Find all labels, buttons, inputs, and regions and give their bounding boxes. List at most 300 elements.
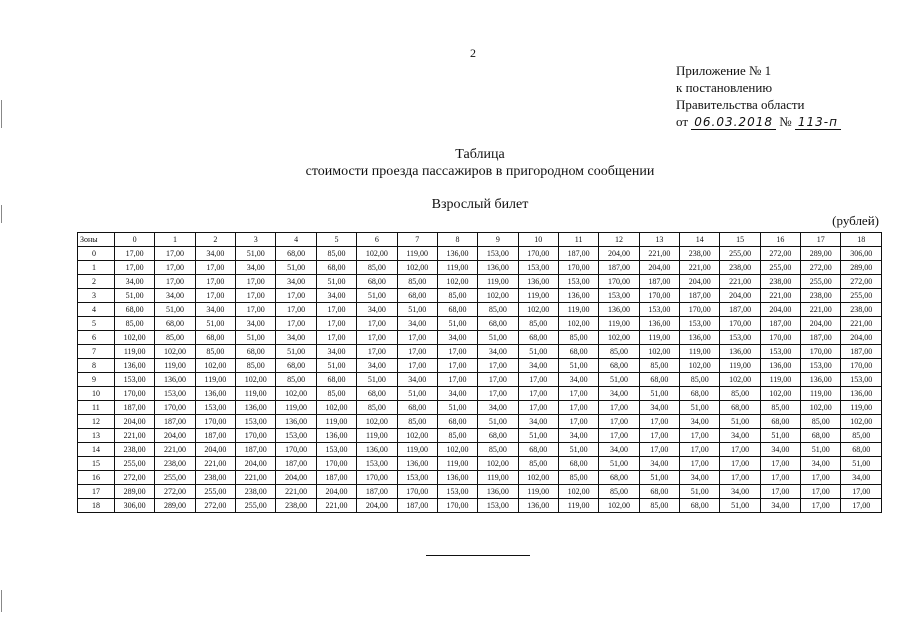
fare-cell: 34,00 [518,415,558,429]
fare-cell: 102,00 [397,429,437,443]
fare-cell: 85,00 [599,345,639,359]
fare-cell: 102,00 [236,373,276,387]
fare-cell: 85,00 [478,303,518,317]
fare-cell: 34,00 [357,303,397,317]
fare-cell: 68,00 [316,261,356,275]
fare-cell: 170,00 [397,485,437,499]
fare-cell: 136,00 [397,457,437,471]
fare-cell: 136,00 [680,331,720,345]
fare-cell: 68,00 [357,387,397,401]
fare-cell: 17,00 [357,345,397,359]
fare-cell: 238,00 [236,485,276,499]
fare-cell: 187,00 [357,485,397,499]
fare-cell: 51,00 [437,317,477,331]
fare-cell: 136,00 [316,429,356,443]
fare-cell: 170,00 [841,359,882,373]
fare-cell: 153,00 [357,457,397,471]
fare-cell: 170,00 [357,471,397,485]
table-row [78,247,882,261]
fare-cell: 187,00 [397,499,437,513]
fare-cell: 221,00 [276,485,316,499]
fare-cell: 170,00 [720,317,760,331]
table-row [78,303,882,317]
fare-cell: 102,00 [599,331,639,345]
fare-cell: 17,00 [276,289,316,303]
fare-cell: 51,00 [316,275,356,289]
table-row [78,499,882,513]
appendix-block [676,62,841,130]
fare-cell: 85,00 [720,387,760,401]
fare-cell: 119,00 [599,317,639,331]
zone-column-header: 9 [478,233,518,247]
fare-cell: 170,00 [316,457,356,471]
fare-cell: 136,00 [801,373,841,387]
table-row [78,401,882,415]
fare-cell: 51,00 [680,401,720,415]
fare-cell: 136,00 [760,359,800,373]
fare-cell: 68,00 [760,415,800,429]
zone-column-header: 11 [558,233,598,247]
fare-cell: 136,00 [841,387,882,401]
ticket-type-subtitle: Взрослый билет [431,197,529,212]
fare-cell: 85,00 [680,373,720,387]
fare-cell: 17,00 [760,457,800,471]
row-zone-label: 3 [78,289,115,303]
fare-cell: 17,00 [437,373,477,387]
fare-cell: 85,00 [155,331,195,345]
table-row [78,275,882,289]
fare-cell: 85,00 [115,317,155,331]
fare-cell: 34,00 [680,471,720,485]
fare-cell: 238,00 [841,303,882,317]
fare-cell: 119,00 [115,345,155,359]
fare-cell: 255,00 [841,289,882,303]
fare-cell: 34,00 [316,345,356,359]
fare-cell: 51,00 [801,443,841,457]
fare-cell: 289,00 [155,499,195,513]
fare-cell: 221,00 [801,303,841,317]
fare-cell: 17,00 [155,275,195,289]
fare-table [77,232,882,513]
fare-cell: 153,00 [518,261,558,275]
fare-cell: 170,00 [276,443,316,457]
fare-cell: 68,00 [599,359,639,373]
fare-cell: 187,00 [720,303,760,317]
fare-cell: 34,00 [478,401,518,415]
fare-cell: 170,00 [236,429,276,443]
fare-cell: 204,00 [801,317,841,331]
fare-cell: 119,00 [397,443,437,457]
appendix-line-3: Правительства области [676,97,805,112]
fare-cell: 289,00 [801,247,841,261]
scan-edge-mark [1,590,2,612]
fare-cell: 17,00 [437,345,477,359]
fare-cell: 238,00 [801,289,841,303]
fare-cell: 34,00 [558,373,598,387]
fare-cell: 17,00 [357,317,397,331]
fare-cell: 17,00 [680,443,720,457]
fare-cell: 85,00 [599,485,639,499]
fare-cell: 17,00 [276,303,316,317]
row-zone-label: 7 [78,345,115,359]
fare-cell: 153,00 [397,471,437,485]
fare-cell: 221,00 [760,289,800,303]
fare-cell: 68,00 [720,401,760,415]
fare-cell: 102,00 [599,499,639,513]
fare-cell: 170,00 [518,247,558,261]
fare-cell: 51,00 [639,387,679,401]
row-zone-label: 4 [78,303,115,317]
table-row [78,317,882,331]
fare-cell: 119,00 [195,373,235,387]
appendix-line-4 [676,113,841,130]
fare-cell: 204,00 [115,415,155,429]
fare-cell: 85,00 [841,429,882,443]
fare-cell: 170,00 [599,275,639,289]
fare-cell: 85,00 [316,247,356,261]
fare-table-header-row [78,233,882,247]
fare-cell: 68,00 [558,457,598,471]
fare-cell: 119,00 [801,387,841,401]
fare-cell: 17,00 [841,499,882,513]
fare-cell: 17,00 [558,415,598,429]
fare-cell: 34,00 [195,247,235,261]
fare-cell: 119,00 [639,331,679,345]
fare-cell: 17,00 [276,317,316,331]
zone-column-header: 3 [236,233,276,247]
appendix-date-prefix: от [676,114,689,129]
fare-cell: 51,00 [518,345,558,359]
table-row [78,485,882,499]
fare-cell: 153,00 [478,499,518,513]
fare-cell: 306,00 [115,499,155,513]
fare-cell: 221,00 [720,275,760,289]
appendix-number-sign: № [779,114,792,129]
fare-cell: 68,00 [276,247,316,261]
fare-cell: 85,00 [558,471,598,485]
fare-cell: 170,00 [195,415,235,429]
zone-column-header: 0 [115,233,155,247]
row-zone-label: 14 [78,443,115,457]
fare-cell: 153,00 [841,373,882,387]
fare-cell: 187,00 [276,457,316,471]
fare-cell: 136,00 [276,415,316,429]
fare-cell: 255,00 [115,457,155,471]
fare-cell: 34,00 [195,303,235,317]
fare-cell: 204,00 [841,331,882,345]
fare-cell: 136,00 [599,303,639,317]
fare-cell: 102,00 [760,387,800,401]
fare-cell: 153,00 [558,275,598,289]
fare-cell: 153,00 [680,317,720,331]
fare-cell: 85,00 [397,275,437,289]
fare-cell: 85,00 [518,457,558,471]
fare-cell: 34,00 [478,345,518,359]
fare-cell: 119,00 [841,401,882,415]
fare-cell: 34,00 [639,401,679,415]
fare-cell: 17,00 [478,359,518,373]
fare-cell: 17,00 [558,387,598,401]
fare-cell: 272,00 [841,275,882,289]
fare-cell: 85,00 [357,261,397,275]
fare-cell: 187,00 [115,401,155,415]
fare-cell: 119,00 [760,373,800,387]
fare-cell: 17,00 [437,359,477,373]
fare-cell: 68,00 [437,415,477,429]
fare-cell: 102,00 [195,359,235,373]
fare-cell: 119,00 [316,415,356,429]
row-zone-label: 8 [78,359,115,373]
fare-cell: 153,00 [478,247,518,261]
bottom-rule [426,555,530,556]
fare-cell: 170,00 [639,289,679,303]
fare-cell: 34,00 [276,275,316,289]
fare-cell: 238,00 [680,247,720,261]
fare-cell: 204,00 [680,275,720,289]
fare-cell: 17,00 [558,401,598,415]
fare-cell: 187,00 [639,275,679,289]
fare-cell: 34,00 [357,359,397,373]
fare-cell: 17,00 [801,485,841,499]
zone-column-header: 1 [155,233,195,247]
row-zone-label: 17 [78,485,115,499]
zone-column-header: 18 [841,233,882,247]
fare-cell: 34,00 [680,415,720,429]
fare-cell: 204,00 [599,247,639,261]
fare-cell: 34,00 [236,317,276,331]
fare-cell: 68,00 [801,429,841,443]
zone-column-header: 15 [720,233,760,247]
fare-cell: 68,00 [316,373,356,387]
fare-cell: 119,00 [680,345,720,359]
fare-cell: 204,00 [276,471,316,485]
fare-cell: 34,00 [599,387,639,401]
fare-cell: 238,00 [115,443,155,457]
fare-cell: 17,00 [599,401,639,415]
fare-cell: 153,00 [195,401,235,415]
fare-cell: 102,00 [518,471,558,485]
fare-cell: 153,00 [639,303,679,317]
fare-cell: 119,00 [437,261,477,275]
fare-cell: 17,00 [639,415,679,429]
fare-cell: 119,00 [558,499,598,513]
fare-cell: 153,00 [276,429,316,443]
fare-cell: 136,00 [437,247,477,261]
fare-cell: 102,00 [357,247,397,261]
fare-cell: 17,00 [478,373,518,387]
fare-cell: 119,00 [478,275,518,289]
fare-cell: 204,00 [195,443,235,457]
fare-cell: 102,00 [397,261,437,275]
fare-cell: 136,00 [720,345,760,359]
fare-cell: 51,00 [397,387,437,401]
fare-cell: 68,00 [357,275,397,289]
table-row [78,387,882,401]
fare-cell: 85,00 [236,359,276,373]
fare-cell: 187,00 [558,247,598,261]
fare-cell: 119,00 [558,303,598,317]
fare-cell: 51,00 [195,317,235,331]
fare-cell: 85,00 [558,331,598,345]
fare-cell: 34,00 [639,457,679,471]
fare-cell: 17,00 [639,443,679,457]
fare-cell: 136,00 [518,499,558,513]
fare-cell: 17,00 [397,345,437,359]
fare-cell: 51,00 [558,359,598,373]
fare-cell: 51,00 [276,345,316,359]
page-number: 2 [470,46,476,60]
appendix-line-2: к постановлению [676,80,773,95]
fare-cell: 136,00 [437,471,477,485]
fare-cell: 34,00 [316,289,356,303]
fare-cell: 34,00 [518,359,558,373]
fare-cell: 34,00 [841,471,882,485]
zone-column-header: 14 [680,233,720,247]
fare-cell: 238,00 [155,457,195,471]
fare-cell: 187,00 [760,317,800,331]
fare-cell: 51,00 [478,415,518,429]
fare-cell: 34,00 [437,331,477,345]
fare-cell: 68,00 [680,387,720,401]
row-zone-label: 18 [78,499,115,513]
fare-cell: 17,00 [155,247,195,261]
row-zone-label: 15 [78,457,115,471]
fare-cell: 221,00 [680,261,720,275]
fare-cell: 221,00 [115,429,155,443]
fare-cell: 68,00 [478,317,518,331]
fare-cell: 17,00 [478,387,518,401]
fare-cell: 238,00 [720,261,760,275]
fare-cell: 170,00 [115,387,155,401]
fare-cell: 17,00 [155,261,195,275]
fare-cell: 204,00 [720,289,760,303]
table-row [78,359,882,373]
fare-cell: 17,00 [518,401,558,415]
fare-cell: 85,00 [518,317,558,331]
fare-cell: 51,00 [236,247,276,261]
fare-cell: 17,00 [115,247,155,261]
fare-cell: 85,00 [397,415,437,429]
fare-cell: 255,00 [155,471,195,485]
fare-cell: 51,00 [316,359,356,373]
fare-cell: 68,00 [841,443,882,457]
fare-cell: 272,00 [760,247,800,261]
table-row [78,289,882,303]
fare-cell: 85,00 [357,401,397,415]
fare-cell: 85,00 [801,415,841,429]
row-zone-label: 16 [78,471,115,485]
fare-cell: 68,00 [195,331,235,345]
fare-cell: 34,00 [155,289,195,303]
fare-cell: 136,00 [195,387,235,401]
fare-cell: 51,00 [841,457,882,471]
zone-column-header: 12 [599,233,639,247]
fare-cell: 51,00 [155,303,195,317]
fare-cell: 34,00 [760,443,800,457]
fare-cell: 272,00 [195,499,235,513]
fare-cell: 102,00 [437,275,477,289]
fare-cell: 153,00 [599,289,639,303]
fare-cell: 17,00 [801,499,841,513]
fare-cell: 17,00 [195,261,235,275]
fare-cell: 68,00 [276,359,316,373]
fare-cell: 34,00 [599,443,639,457]
zone-column-header: 7 [397,233,437,247]
fare-cell: 136,00 [478,261,518,275]
fare-cell: 34,00 [760,499,800,513]
fare-cell: 153,00 [760,345,800,359]
fare-cell: 68,00 [397,401,437,415]
fare-cell: 17,00 [680,429,720,443]
fare-cell: 136,00 [115,359,155,373]
fare-cell: 17,00 [760,485,800,499]
fare-cell: 255,00 [760,261,800,275]
zone-header: Зоны [78,233,115,247]
zone-column-header: 8 [437,233,477,247]
fare-cell: 153,00 [801,359,841,373]
fare-cell: 238,00 [195,471,235,485]
fare-cell: 51,00 [639,471,679,485]
fare-cell: 17,00 [236,275,276,289]
fare-cell: 170,00 [155,401,195,415]
fare-cell: 153,00 [437,485,477,499]
fare-cell: 187,00 [841,345,882,359]
title-line-2: стоимости проезда пассажиров в пригородном сообщении [305,164,655,179]
fare-cell: 102,00 [357,415,397,429]
fare-cell: 68,00 [155,317,195,331]
fare-cell: 272,00 [155,485,195,499]
fare-cell: 119,00 [236,387,276,401]
row-zone-label: 10 [78,387,115,401]
fare-cell: 187,00 [195,429,235,443]
fare-cell: 68,00 [437,303,477,317]
fare-cell: 204,00 [760,303,800,317]
fare-cell: 34,00 [437,387,477,401]
fare-cell: 102,00 [276,387,316,401]
fare-cell: 51,00 [397,303,437,317]
table-row [78,261,882,275]
fare-cell: 17,00 [518,373,558,387]
fare-cell: 153,00 [155,387,195,401]
row-zone-label: 11 [78,401,115,415]
fare-cell: 119,00 [518,289,558,303]
fare-cell: 17,00 [801,471,841,485]
row-zone-label: 1 [78,261,115,275]
appendix-number: 113-п [795,116,841,130]
table-row [78,429,882,443]
table-row [78,331,882,345]
fare-cell: 34,00 [115,275,155,289]
fare-cell: 136,00 [639,317,679,331]
fare-cell: 119,00 [437,457,477,471]
fare-cell: 119,00 [357,429,397,443]
fare-table-body [78,247,882,513]
currency-note: (рублей) [832,213,879,228]
fare-cell: 51,00 [518,429,558,443]
fare-cell: 153,00 [720,331,760,345]
fare-cell: 34,00 [236,261,276,275]
fare-cell: 306,00 [841,247,882,261]
zone-column-header: 6 [357,233,397,247]
fare-cell: 34,00 [720,485,760,499]
fare-cell: 102,00 [841,415,882,429]
fare-cell: 102,00 [558,485,598,499]
fare-cell: 204,00 [236,457,276,471]
appendix-date: 06.03.2018 [691,116,776,130]
fare-cell: 17,00 [841,485,882,499]
fare-cell: 170,00 [801,345,841,359]
fare-cell: 187,00 [599,261,639,275]
